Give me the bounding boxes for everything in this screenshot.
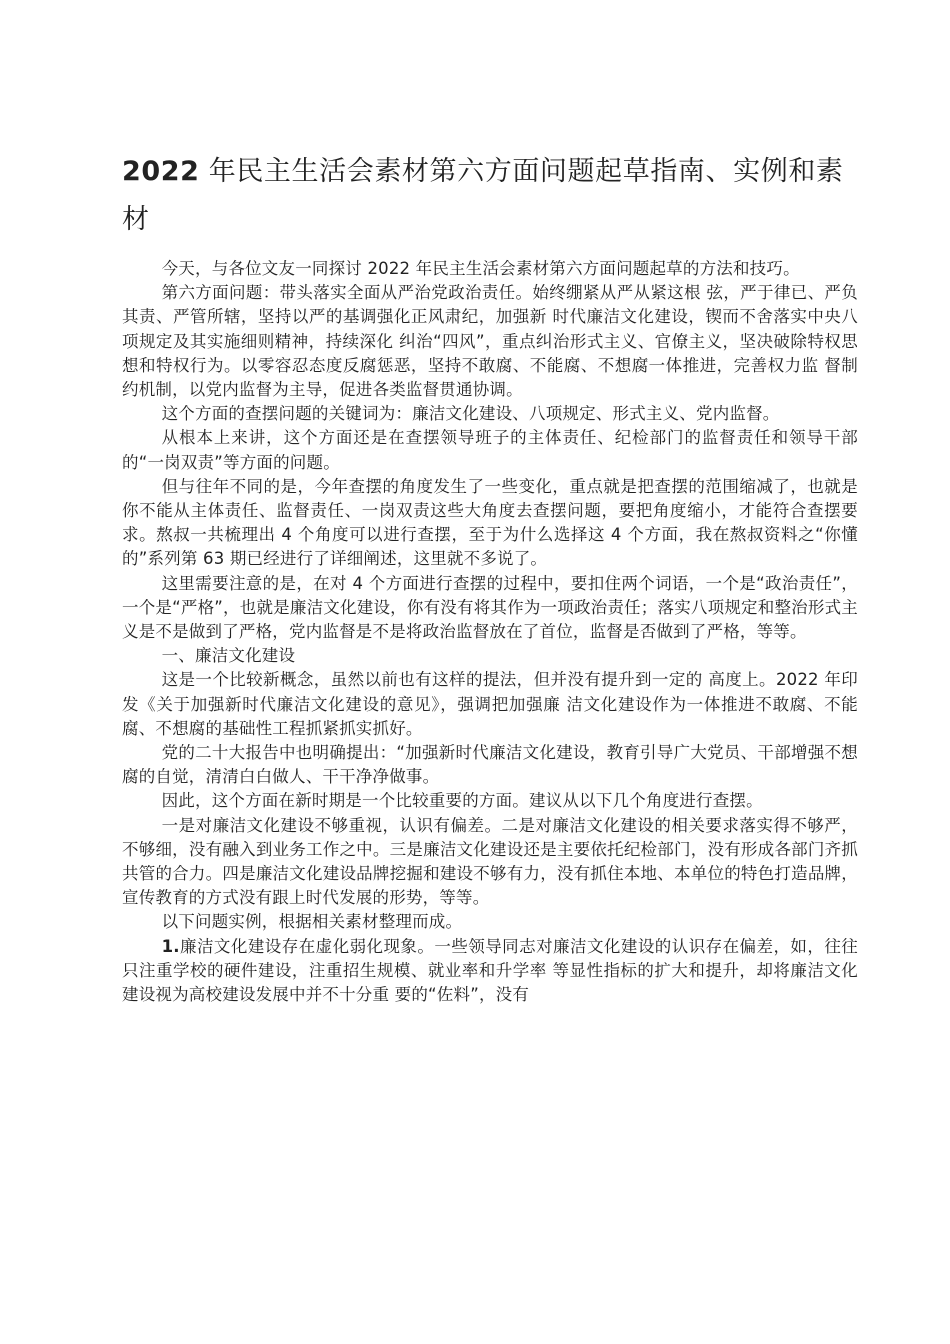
paragraph-intro: 今天，与各位文友一同探讨 2022 年民主生活会素材第六方面问题起草的方法和技巧。 [161, 259, 800, 278]
example-number: 1. [161, 936, 180, 956]
paragraph-sixth-aspect: 第六方面问题：带头落实全面从严治党政治责任。始终绷紧从严从紧这根 弦，严于律已、严负其责、严管所辖，坚持以严的基调强化正风肃纪，加强新 时代廉洁文化建设，锲而不舍落实中央八项规定及其实施细则精神，持续深化 纠治“四风”，重点纠治形式主义、官僚主义，坚决破除特权思想和特权行为。以零容忍态度反腐惩恶，坚持不敢腐、不能腐、不想腐一体推进，完善权力监 督制约机制，以党内监督为主导，促进各类监督贯通协调。 [122, 283, 858, 400]
paragraph-changes: 但与往年不同的是，今年查摆的角度发生了一些变化，重点就是把查摆的范围缩减了，也就是你不能从主体责任、监督责任、一岗双责这些大角度去查摆问题，要把角度缩小，才能符合查摆要求。熬叔一共梳理出 4 个角度可以进行查摆，至于为什么选择这 4 个方面，我在熬叔资料之“你懂的”系列第 63 期已经进行了详细阐述，这里就不多说了。 [122, 476, 858, 569]
paragraph-attention: 这里需要注意的是，在对 4 个方面进行查摆的过程中，要扣住两个词语，一个是“政治责任”，一个是“严格”，也就是廉洁文化建设，你有没有将其作为一项政治责任；落实八项规定和整治形式主义是不是做到了严格，党内监督是不是将政治监督放在了首位，监督是否做到了严格，等等。 [122, 573, 858, 642]
paragraph-examples-intro: 以下问题实例，根据相关素材整理而成。 [161, 912, 463, 932]
paragraph-four-points: 一是对廉洁文化建设不够重视，认识有偏差。二是对廉洁文化建设的相关要求落实得不够严，不够细，没有融入到业务工作之中。三是廉洁文化建设还是主要依托纪检部门，没有形成各部门齐抓共管的合力。四是廉洁文化建设品牌挖掘和建设不够有力，没有抓住本地、本单位的特色打造品牌，宣传教育的方式没有跟上时代发展的形势，等等。 [122, 815, 858, 908]
title-year: 2022 [122, 156, 200, 187]
section-heading-integrity-culture: 一、廉洁文化建设 [161, 646, 296, 666]
paragraph-new-concept: 这是一个比较新概念，虽然以前也有这样的提法，但并没有提升到一定的 高度上。2022 年印发《关于加强新时代廉洁文化建设的意见》，强调把加强廉 洁文化建设作为一体推进不敢腐、不能腐、不想腐的基础性工程抓紧抓实抓好。 [122, 670, 858, 738]
example-text: 廉洁文化建设存在虚化弱化现象。一些领导同志对廉洁文化建设的认识存在偏差，如，往往只注重学校的硬件建设，注重招生规模、就业率和升学率 等显性指标的扩大和提升，却将廉洁文化建设视为高校建设发展中并不十分重 要的“佐料”，没有 [122, 936, 858, 1005]
document-title [122, 148, 858, 244]
paragraph-report-quote: 党的二十大报告中也明确提出：“加强新时代廉洁文化建设，教育引导广大党员、干部增强不想腐的自觉，清清白白做人、干干净净做事。 [122, 743, 858, 787]
paragraph-therefore: 因此，这个方面在新时期是一个比较重要的方面。建议从以下几个角度进行查摆。 [161, 791, 763, 811]
document-page [122, 148, 858, 1007]
paragraph-example-1 [122, 935, 858, 1008]
title-text: 年民主生活会素材第六方面问题起草指南、实例和素材 [122, 156, 844, 235]
paragraph-keywords: 这个方面的查摆问题的关键词为：廉洁文化建设、八项规定、形式主义、党内监督。 [161, 404, 780, 424]
paragraph-fundamental: 从根本上来讲，这个方面还是在查摆领导班子的主体责任、纪检部门的监督责任和领导干部的“一岗双责”等方面的问题。 [122, 428, 858, 472]
